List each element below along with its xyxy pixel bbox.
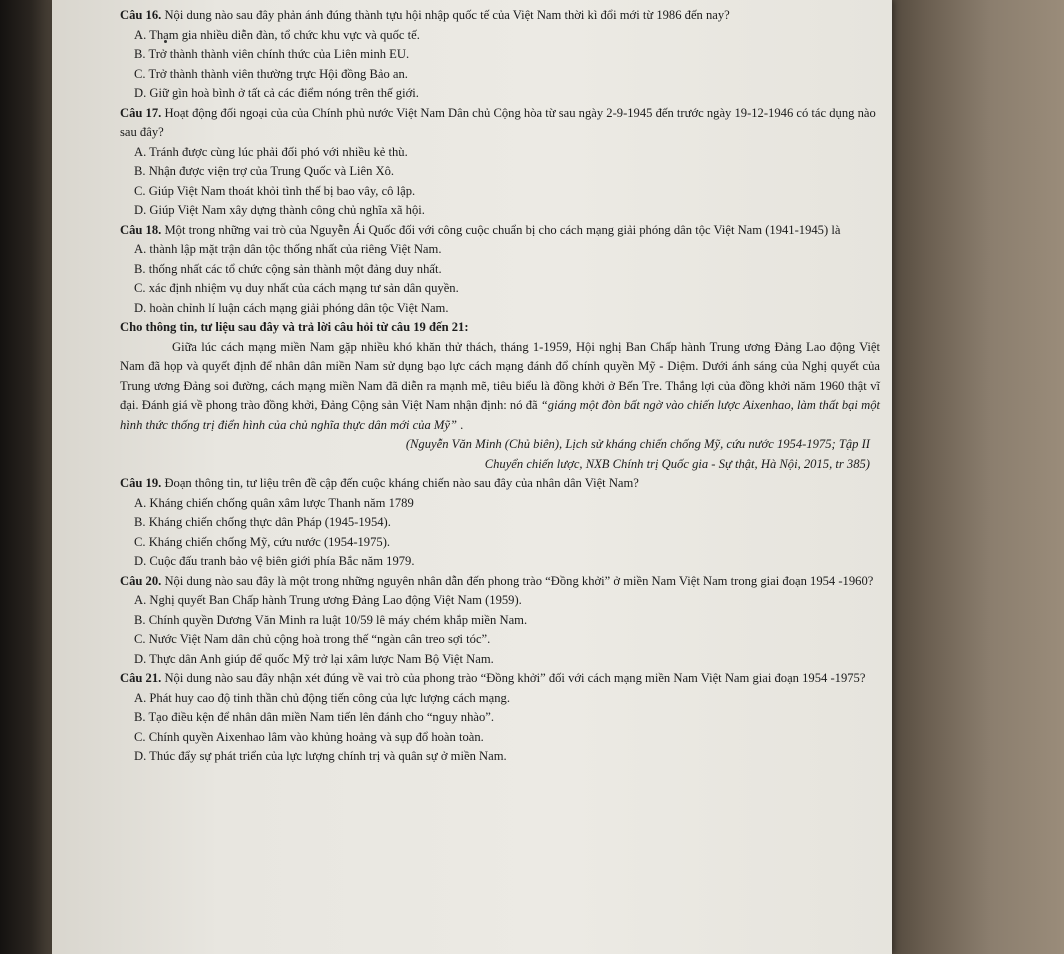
q19-option-d: D. Cuộc đấu tranh bảo vệ biên giới phía Bắc năm 1979. [134, 554, 415, 568]
q18-option-a: A. thành lập mặt trận dân tộc thống nhất của riêng Việt Nam. [134, 242, 442, 256]
exam-paper [52, 0, 892, 954]
q19-option-a: A. Kháng chiến chống quân xâm lược Thanh năm 1789 [134, 495, 414, 510]
q16-option-a: A. Tham gia nhiều diễn đàn, tổ chức khu vực và quốc tế. [134, 27, 420, 42]
q16-option-d: D. Giữ gìn hoà bình ở tất cả các điểm nóng trên thế giới. [134, 86, 419, 100]
question-16-number: Câu 16. [120, 8, 162, 22]
question-18-number: Câu 18. [120, 222, 162, 237]
question-19 [120, 474, 880, 494]
q18-option-b: B. thống nhất các tổ chức cộng sản thành một đảng duy nhất. [134, 261, 442, 276]
question-18-text: Một trong những vai trò của Nguyễn Ái Quốc đối với công cuộc chuẩn bị cho cách mạng giải phóng dân tộc Việt Nam (1941-1945) là [164, 222, 841, 237]
passage-quote: “giáng một đòn bất ngờ vào chiến lược Aixenhao, làm thất bại một hình thức thống trị điển hình của chủ nghĩa thực dân mới của Mỹ” [120, 398, 880, 432]
q20-option-b: B. Chính quyền Dương Văn Minh ra luật 10/59 lê máy chém khắp miền Nam. [134, 612, 528, 627]
question-19-number: Câu 19. [120, 476, 162, 490]
question-16-text: Nội dung nào sau đây phản ánh đúng thành tựu hội nhập quốc tế của Việt Nam thời kì đổi mới từ 1986 đến nay? [164, 8, 730, 22]
question-17-number: Câu 17. [120, 105, 162, 120]
exam-content [120, 6, 880, 767]
desk-right-background [880, 0, 1064, 954]
q19-option-c: C. Kháng chiến chống Mỹ, cứu nước (1954-1975). [134, 534, 391, 549]
q21-option-c: C. Chính quyền Aixenhao lâm vào khủng hoảng và sụp đổ hoàn toàn. [134, 729, 484, 744]
passage-source-line-1: (Nguyễn Văn Minh (Chủ biên), Lịch sử kháng chiến chống Mỹ, cứu nước 1954-1975; Tập II [405, 437, 870, 451]
question-18 [120, 221, 880, 241]
q18-option-d: D. hoàn chỉnh lí luận cách mạng giải phóng dân tộc Việt Nam. [134, 300, 449, 315]
q21-option-d: D. Thúc đẩy sự phát triển của lực lượng chính trị và quân sự ở miền Nam. [134, 749, 507, 763]
passage-body [120, 338, 880, 436]
q20-option-a: A. Nghị quyết Ban Chấp hành Trung ương Đảng Lao động Việt Nam (1959). [134, 593, 522, 607]
q16-option-b: B. Trở thành thành viên chính thức của Liên minh EU. [134, 47, 410, 61]
passage-text: Giữa lúc cách mạng miền Nam gặp nhiều khó khăn thử thách, tháng 1-1959, Hội nghị Ban Chấp hành Trung ương Đảng Lao động Việt Nam đã họp và quyết định để nhân dân miền Nam sử dụng bạo lực cách mạng đánh đổ chính quyền Mỹ - Diệm. Dưới ánh sáng của Nghị quyết của Trung ương Đảng soi đường, cách mạng miền Nam đã diễn ra mạnh mẽ, tiêu biểu là đồng khởi ở Bến Tre. Thắng lợi của đồng khởi năm 1960 thật vĩ đại. Đánh giá về phong trào đồng khởi, Đảng Cộng sản Việt Nam nhận định: nó đã [120, 339, 880, 412]
passage-source-line-2: Chuyển chiến lược, NXB Chính trị Quốc gia - Sự thật, Hà Nội, 2015, tr 385) [484, 456, 870, 471]
q21-option-b: B. Tạo điều kện để nhân dân miền Nam tiến lên đánh cho “nguy nhào”. [134, 710, 494, 724]
q17-option-d: D. Giúp Việt Nam xây dựng thành công chủ nghĩa xã hội. [134, 203, 425, 217]
question-19-text: Đoạn thông tin, tư liệu trên đề cập đến cuộc kháng chiến nào sau đây của nhân dân Việt Nam? [164, 476, 639, 490]
question-16 [120, 6, 880, 26]
q21-option-a: A. Phát huy cao độ tinh thần chủ động tiến công của lực lượng cách mạng. [134, 690, 510, 705]
desk-left-background [0, 0, 52, 954]
question-21-text: Nội dung nào sau đây nhận xét đúng về vai trò của phong trào “Đồng khởi” đối với cách mạng miền Nam Việt Nam giai đoạn 1954 -1975? [164, 671, 866, 685]
q16-option-c: C. Trở thành thành viên thường trực Hội đồng Bảo an. [134, 66, 408, 81]
q19-option-b: B. Kháng chiến chống thực dân Pháp (1945-1954). [134, 515, 391, 529]
question-21-number: Câu 21. [120, 671, 162, 685]
question-20 [120, 572, 880, 592]
passage-end: . [457, 417, 464, 432]
q17-option-a: A. Tránh được cùng lúc phải đối phó với nhiều kẻ thù. [134, 144, 408, 159]
question-17-text: Hoạt động đối ngoại của của Chính phủ nước Việt Nam Dân chủ Cộng hòa từ sau ngày 2-9-1945 đến trước ngày 19-12-1946 có tác dụng nào sau đây? [120, 105, 876, 139]
question-20-text: Nội dung nào sau đây là một trong những nguyên nhân dẫn đến phong trào “Đồng khởi” ở miền Nam Việt Nam trong giai đoạn 1954 -1960? [164, 573, 874, 588]
q18-option-c: C. xác định nhiệm vụ duy nhất của cách mạng tư sản dân quyền. [134, 281, 459, 295]
q20-option-d: D. Thực dân Anh giúp để quốc Mỹ trở lại xâm lược Nam Bộ Việt Nam. [134, 651, 494, 666]
question-17 [120, 104, 880, 143]
question-20-number: Câu 20. [120, 573, 162, 588]
passage-heading: Cho thông tin, tư liệu sau đây và trả lời câu hỏi từ câu 19 đến 21: [120, 320, 469, 334]
q17-option-c: C. Giúp Việt Nam thoát khỏi tình thế bị bao vây, cô lập. [134, 183, 416, 198]
q17-option-b: B. Nhận được viện trợ của Trung Quốc và Liên Xô. [134, 164, 395, 178]
question-21 [120, 669, 880, 689]
q20-option-c: C. Nước Việt Nam dân chủ cộng hoà trong thế “ngàn cân treo sợi tóc”. [134, 632, 491, 646]
